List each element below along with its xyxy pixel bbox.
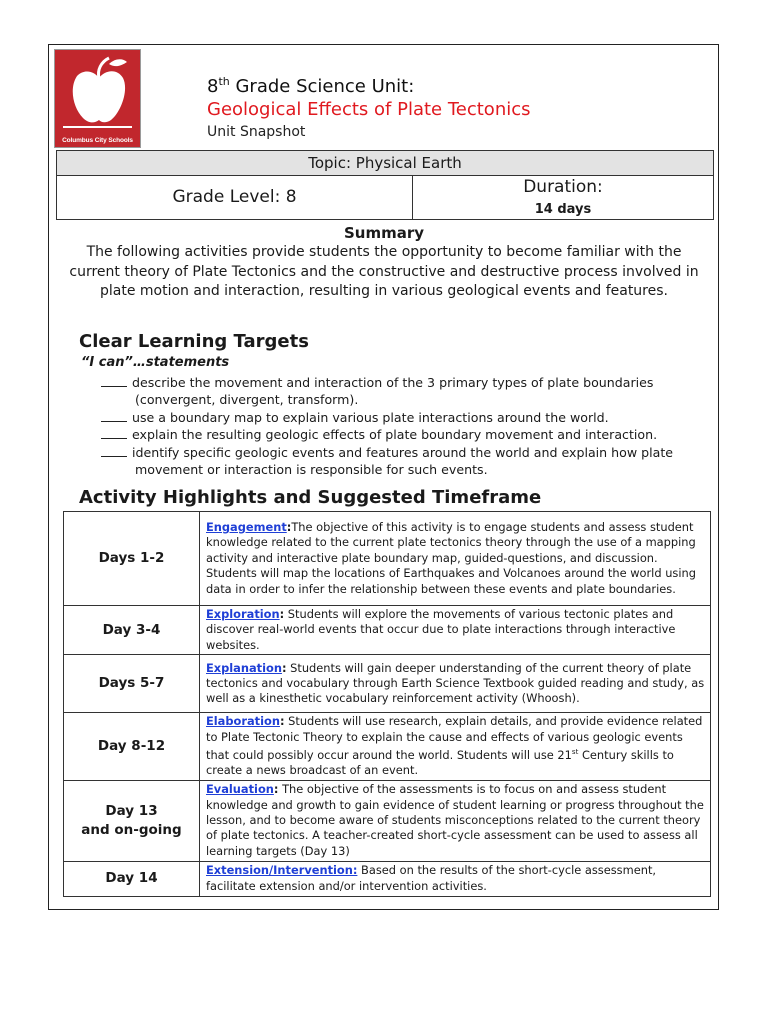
summary-text: The following activities provide students the opportunity to become familiar with the current theory of Plate Tectonics and the constructive and destructive process involved in plate motion and interaction, resulting in various geological events and features. [69, 244, 699, 300]
activity-link-engagement[interactable]: Engagement [206, 519, 287, 534]
learning-target: explain the resulting geologic effects of plate boundary movement and interaction. [101, 426, 711, 443]
checkbox-blank [101, 375, 127, 387]
activity-link-explanation[interactable]: Explanation [206, 660, 282, 675]
unit-subtitle: Unit Snapshot [207, 124, 306, 140]
summary-heading: Summary [343, 224, 425, 242]
unit-title: Geological Effects of Plate Tectonics [207, 99, 531, 120]
activity-link-elaboration[interactable]: Elaboration [206, 714, 280, 729]
day-cell: Days 1-2 [64, 512, 200, 606]
topic-bar: Topic: Physical Earth [56, 150, 714, 176]
duration-value: 14 days [534, 202, 592, 217]
duration-label: Duration: [523, 177, 603, 197]
grade-level: Grade Level: 8 [172, 187, 297, 207]
activity-cell: Exploration: Students will explore the movements of various tectonic plates and discover real-world events that occur due to plate interactions through interactive websites. [200, 606, 711, 655]
activity-cell: Elaboration: Students will use research, explain details, and provide evidence related to Plate Tectonic Theory to explain the cause and effects of various geologic events that could possibly occur around the world. Students will use 21st Century skills to create a news broadcast of an event. [200, 713, 711, 780]
table-row [64, 655, 711, 713]
learning-targets-list [101, 374, 711, 478]
activity-cell: Extension/Intervention: Based on the results of the short-cycle assessment, facilitate extension and/or intervention activities. [200, 861, 711, 896]
learning-target: use a boundary map to explain various plate interactions around the world. [101, 409, 711, 426]
day-cell: Day 14 [64, 861, 200, 896]
table-row [64, 861, 711, 896]
i-can-statements-label: “I can”…statements [81, 355, 230, 370]
learning-targets-heading: Clear Learning Targets [79, 331, 309, 352]
checkbox-blank [101, 445, 127, 457]
activity-link-exploration[interactable]: Exploration [206, 607, 280, 621]
grade-duration-box [56, 176, 714, 220]
day-cell: Days 5-7 [64, 655, 200, 713]
table-row [64, 606, 711, 655]
activity-heading: Activity Highlights and Suggested Timeframe [79, 487, 542, 508]
activity-link-extension-intervention[interactable]: Extension/Intervention: [206, 863, 358, 878]
table-row [64, 713, 711, 780]
activity-cell: Evaluation: The objective of the assessments is to focus on and assess student knowledge and growth to gain evidence of student learning or progress throughout the lesson, and to become aware of students misconceptions related to the current theory of plate tectonics. A teacher-created short-cycle assessment can be used to assess all learning targets (Day 13) [200, 780, 711, 861]
unit-grade-title: 8th Grade Science Unit: [207, 75, 415, 97]
activity-table [63, 511, 711, 897]
apple-icon [55, 50, 140, 147]
learning-target: identify specific geologic events and features around the world and explain how plate movement or interaction is responsible for such events. [101, 444, 711, 479]
day-cell: Day 13 and on-going [64, 780, 200, 861]
table-row [64, 512, 711, 606]
day-cell: Day 8-12 [64, 713, 200, 780]
logo-text: Columbus City Schools [62, 137, 133, 144]
activity-cell: Engagement:The objective of this activity is to engage students and assess student knowledge related to the current plate tectonics theory through the use of a mapping activity and interactive plate boundary map, guided-questions, and discussion. Students will map the locations of Earthquakes and Volcanoes around the world using data in order to infer the relationship between these events and plate boundaries. [200, 512, 711, 606]
activity-link-evaluation[interactable]: Evaluation [206, 782, 274, 797]
district-logo [54, 49, 141, 148]
checkbox-blank [101, 410, 127, 422]
activity-cell: Explanation: Students will gain deeper understanding of the current theory of plate tectonics and vocabulary through Earth Science Textbook guided reading and study, as well as a kinesthetic vocabulary reinforcement activity (Whoosh). [200, 655, 711, 713]
table-row [64, 780, 711, 861]
day-cell: Day 3-4 [64, 606, 200, 655]
learning-target: describe the movement and interaction of the 3 primary types of plate boundaries (convergent, divergent, transform). [101, 374, 711, 409]
checkbox-blank [101, 427, 127, 439]
